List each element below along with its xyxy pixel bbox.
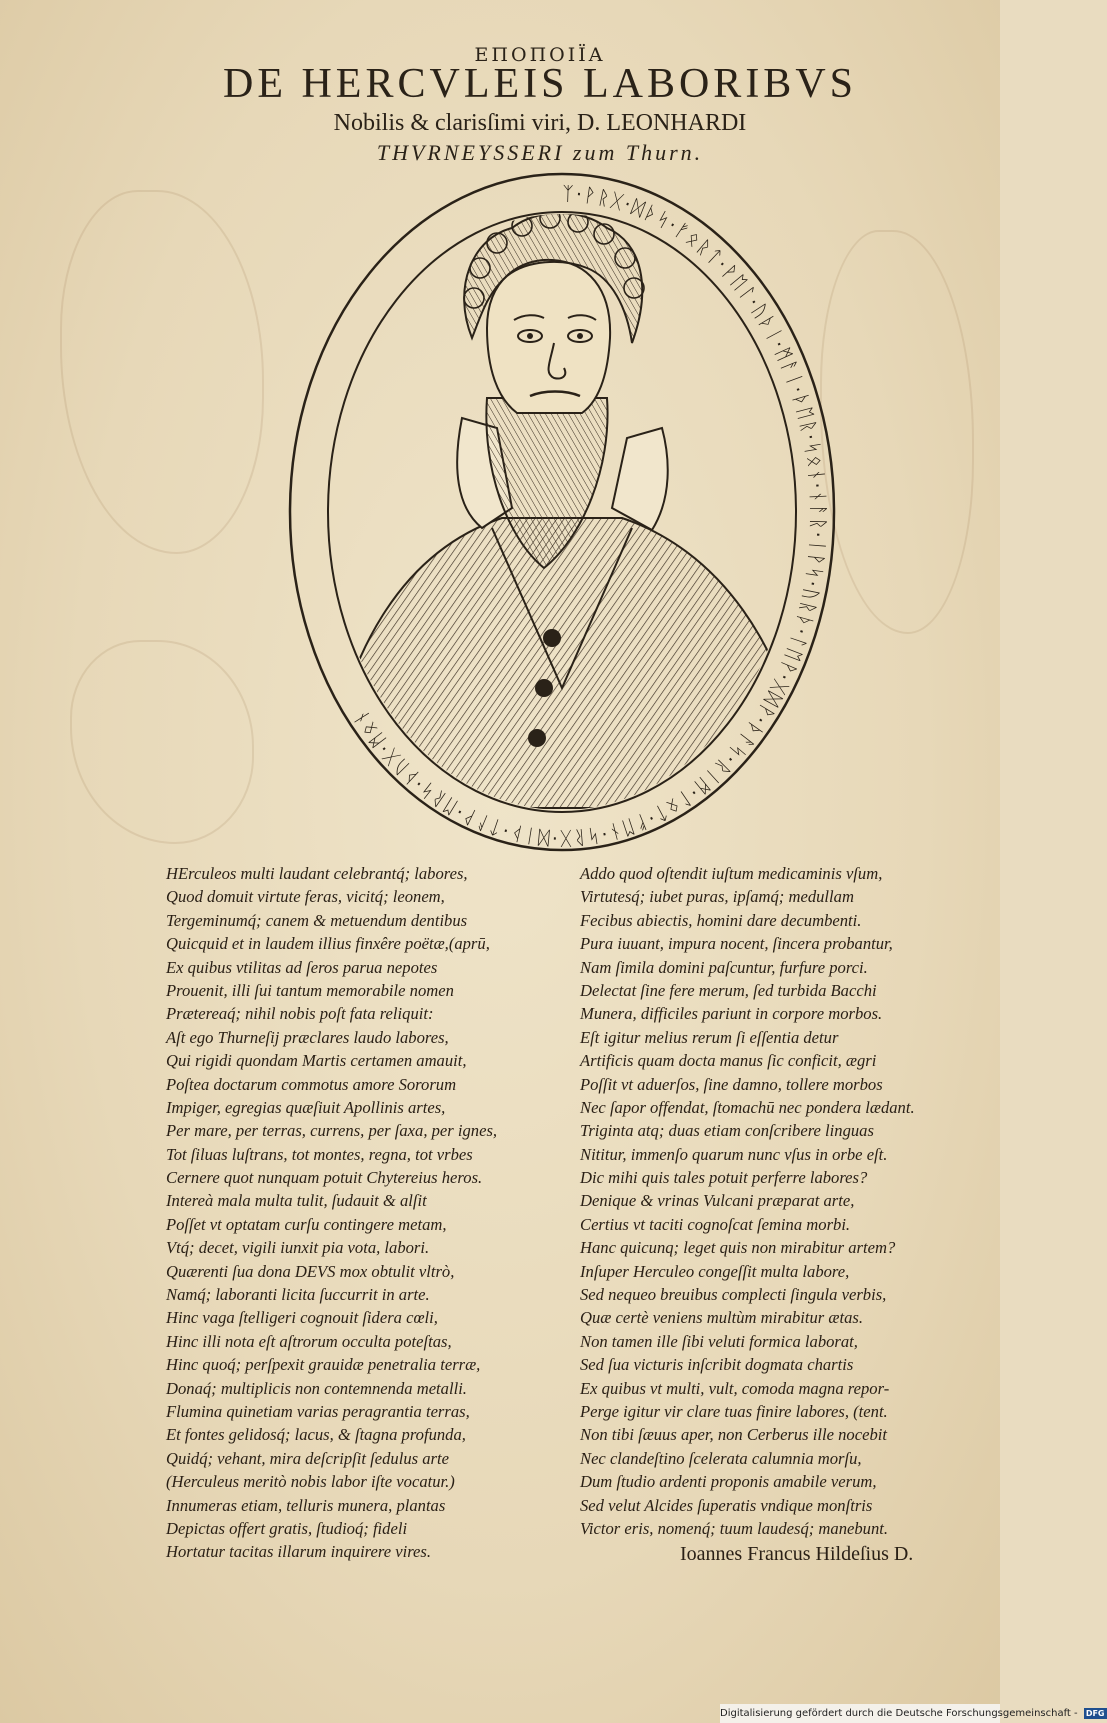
footer-text: Digitalisierung gefördert durch die Deutsche Forschungsgemeinschaft - [720,1708,1078,1719]
bleed-through-ornament [820,230,974,634]
page-subtitle: Nobilis & clarisſimi viri, D. LEONHARDI [333,110,747,136]
poem-line: Donaq́; multiplicis non contemnenda metalli. [166,1378,467,1398]
greek-heading: ΕΠΟΠΟΙΪΑ [474,44,606,66]
poem-line: Quod domuit virtute feras, vicitq́; leonem, [166,887,445,907]
poem-line: Dic mihi quis tales potuit perferre labores? [580,1168,868,1188]
poem-line: Namq́; laboranti licita ſuccurrit in arte. [166,1285,430,1305]
poem-line: Hortatur tacitas illarum inquirere vires. [166,1542,432,1562]
bleed-through-ornament [60,190,264,554]
poem-line: Triginta atq; duas etiam conſcribere linguas [580,1121,874,1141]
poem-line: Virtutesq́; iubet puras, ipſamq́; medullam [580,887,854,907]
author-signature: Ioannes Francus Hildeſius D. [680,1543,914,1565]
poem-line: Pura iuuant, impura nocent, ſincera probantur, [580,934,893,954]
poem-right-column [580,862,915,1540]
poem-line: Victor eris, nomenq́; tuum laudesq́; manebunt. [580,1518,889,1538]
poem-line: Fecibus abiectis, homini dare decumbenti. [580,910,862,930]
ring-inscription: ᛉ·ᚹᚱᚷ·ᛞᚦᛋ·ᚠᛟᚱᛏ·ᚹᛖᛚ·ᚢᚦᛁ·ᛗᚨᛁ·ᚦᛖᚱ·ᛋᛟᚾ·ᚾᚨᚱ·ᛁᚹᛋ·ᚢᚱᚦ·ᛚᛖᚹ·ᚷᛞᚹ·ᚦᚨᛋ·ᚱᛁᛗ·ᛚᛟᛏ·ᚠᛖᚾ·ᛋᚱᚷ·ᛞᛁᚦ·ᛏᚨᚹ·ᛖᚱᛋ·ᚦᚢᚷ·ᛗᛟᚾ [348,182,830,850]
poem-line: Artificis quam docta manus ſic conficit, ægri [580,1051,877,1071]
poem-line: Denique & vrinas Vulcani præparat arte, [580,1191,855,1211]
poem-line: Tot ſiluas luſtrans, tot montes, regna, tot vrbes [166,1144,473,1164]
poem-line: Hinc quoq́; perſpexit grauidæ penetralia terræ, [166,1355,481,1375]
poem-line: Quidq́; vehant, mira deſcripſit ſedulus arte [166,1448,449,1468]
poem-line: Qui rigidi quondam Martis certamen amauit, [166,1051,467,1071]
poem-line: Ex quibus vtilitas ad ſeros parua nepotes [166,957,438,977]
poem-line: Innumeras etiam, telluris munera, plantas [166,1495,446,1515]
poem-line: Hanc quicunq; leget quis non mirabitur artem? [580,1238,896,1258]
poem-line: HErculeos multi laudant celebrantq́; labores, [166,864,468,883]
poem-line: Certius vt taciti cognoſcat ſemina morbi. [580,1214,851,1234]
poem-line: Prouenit, illi ſui tantum memorabile nomen [166,980,454,1000]
poem-line: Hinc vaga ſtelligeri cognouit ſidera cœli, [166,1308,438,1328]
poem-line: Nititur, immenſo quarum nunc vſus in orbe eſt. [580,1144,888,1164]
poem-line: Poſſet vt optatam curſu contingere metam, [166,1214,447,1234]
portrait-medallion [282,168,842,856]
poem-line: Intereà mala multa tulit, ſudauit & alſit [166,1191,427,1211]
bleed-through-ornament [70,640,254,844]
poem-line: Nam ſimila domini paſcuntur, furfure porci. [580,957,868,977]
name-line: THVRNEYSSERI zum Thurn. [376,140,704,165]
poem-line: Quærenti ſua dona DEVS mox obtulit vltrò, [166,1261,455,1281]
poem-line: Depictas offert gratis, ſtudioq́; fideli [166,1518,408,1538]
poem-line: Poſtea doctarum commotus amore Sororum [166,1074,457,1094]
poem-line: Flumina quinetiam varias peragrantia terras, [166,1401,470,1421]
poem-line: Per mare, per terras, currens, per ſaxa, per ignes, [166,1121,498,1141]
poem-line: Addo quod oſtendit iuſtum medicaminis vſum, [580,864,883,883]
poem-line: Munera, difficiles pariunt in corpore morbos. [580,1004,883,1024]
poem-line: (Herculeus meritò nobis labor iſte vocatur.) [166,1472,455,1492]
poem-line: Inſuper Herculeo congeſſit multa labore, [580,1261,850,1281]
poem-line: Nec clandeſtino ſcelerata calumnia morſu, [580,1448,862,1468]
poem-line: Cernere quot nunquam potuit Chytereius heros. [166,1168,483,1188]
poem-line: Quæ certè veniens multùm mirabitur ætas. [580,1308,863,1328]
poem-line: Non tamen ille ſibi veluti formica laborat, [580,1331,858,1351]
poem-line: Eſt igitur melius rerum ſi eſſentia detur [580,1027,839,1047]
poem-line: Delectat ſine fere merum, ſed turbida Bacchi [580,980,877,1000]
poem-line: Vtq́; decet, vigili iunxit pia vota, labori. [166,1238,430,1258]
poem-line: Quicquid et in laudem illius finxêre poëtæ,(aprū, [166,934,490,954]
poem-left-column [166,862,497,1564]
page-title: DE HERCVLEIS LABORIBVS [222,61,858,107]
poem-line: Tergeminumq́; canem & metuendum dentibus [166,910,468,930]
poem-line: Hinc illi nota eſt aſtrorum occulta poteſtas, [166,1331,452,1351]
digitization-footer [720,1704,1105,1723]
poem-line: Impiger, egregias quæſiuit Apollinis artes, [166,1097,446,1117]
poem-line: Ex quibus vt multi, vult, comoda magna repor- [580,1378,890,1398]
poem-line: Sed ſua victuris inſcribit dogmata chartis [580,1355,854,1375]
dfg-logo: DFG [1085,1708,1105,1718]
poem-line: Prætereaq́; nihil nobis poſt fata reliquit: [166,1004,434,1024]
poem-line: Poſſit vt aduerſos, ſine damno, tollere morbos [580,1074,883,1094]
poem-line: Nec ſapor offendat, ſtomachū nec pondera lædant. [580,1097,915,1117]
poem-line: Sed nequeo breuibus complecti ſingula verbis, [580,1285,887,1305]
poem-line: Sed velut Alcides ſuperatis vndique monſtris [580,1495,873,1515]
poem-line: Aſt ego Thurneſij præclares laudo labores, [166,1027,449,1047]
poem-line: Dum ſtudio ardenti proponis amabile verum, [580,1472,877,1492]
poem-line: Non tibi ſæuus aper, non Cerberus ille nocebit [580,1425,887,1445]
poem-line: Et fontes gelidosq́; lacus, & ſtagna profunda, [166,1425,466,1445]
poem-line: Perge igitur vir clare tuas finire labores, (tent. [580,1401,888,1421]
